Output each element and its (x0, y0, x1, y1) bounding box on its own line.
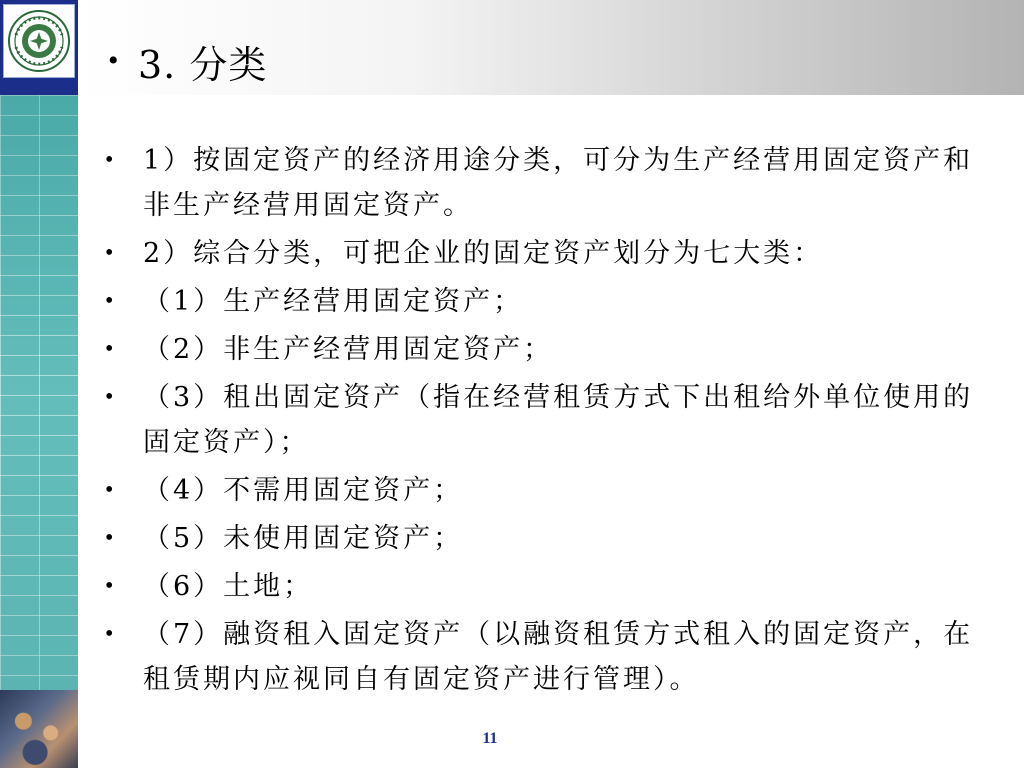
left-grid-shading (0, 95, 78, 690)
university-seal-icon (4, 5, 74, 77)
list-item-text: （3）租出固定资产（指在经营租赁方式下出租给外单位使用的固定资产）； (143, 382, 974, 458)
list-item-text: （4）不需用固定资产； (143, 475, 464, 506)
list-item-text: 2）综合分类，可把企业的固定资产划分为七大类： (143, 238, 824, 269)
bullet-icon: • (105, 288, 117, 314)
list-item-text: （5）未使用固定资产； (143, 523, 464, 554)
list-item (105, 231, 995, 276)
logo-panel (0, 0, 78, 95)
list-item (105, 279, 995, 324)
list-item-text: （2）非生产经营用固定资产； (143, 334, 554, 365)
list-item (105, 516, 995, 561)
bullet-icon: • (105, 384, 117, 410)
list-item-text: （6）土地； (143, 571, 314, 602)
list-item (105, 375, 995, 465)
bullet-icon: • (105, 477, 117, 503)
bullet-icon: • (105, 621, 117, 647)
university-logo (3, 4, 75, 78)
list-item (105, 564, 995, 609)
title-bullet: • (108, 44, 119, 77)
list-item (105, 138, 995, 228)
slide-title: 3. 分类 (138, 42, 268, 87)
bullet-list (105, 138, 995, 705)
bullet-icon: • (105, 336, 117, 362)
list-item (105, 612, 995, 702)
bullet-icon: • (105, 573, 117, 599)
page-number: 11 (482, 730, 498, 747)
list-item (105, 468, 995, 513)
title-row (108, 36, 267, 86)
list-item (105, 327, 995, 372)
list-item-text: 1）按固定资产的经济用途分类，可分为生产经营用固定资产和非生产经营用固定资产。 (143, 145, 974, 221)
list-item-text: （7）融资租入固定资产（以融资租赁方式租入的固定资产，在租赁期内应视同自有固定资产进行管理）。 (143, 619, 974, 695)
bullet-icon: • (105, 240, 117, 266)
people-photo-decoration (0, 690, 78, 768)
bullet-icon: • (105, 147, 117, 173)
list-item-text: （1）生产经营用固定资产； (143, 286, 524, 317)
bullet-icon: • (105, 525, 117, 551)
